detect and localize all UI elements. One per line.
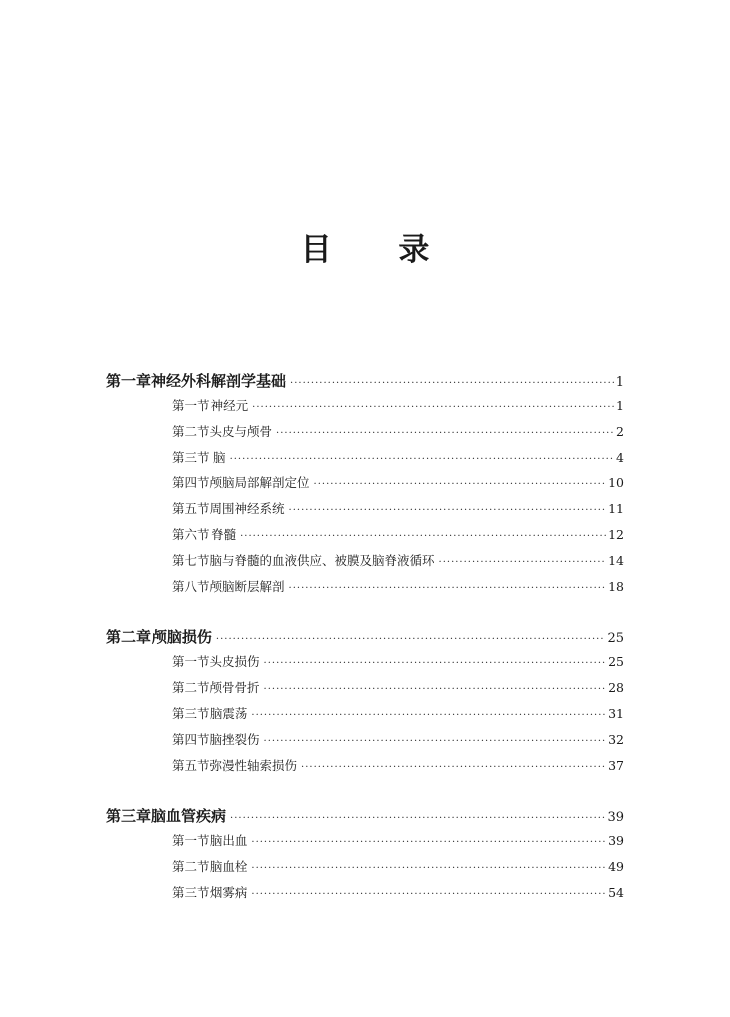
section-title: 周围神经系统	[209, 501, 285, 517]
dot-leader	[216, 634, 606, 645]
table-of-contents	[106, 370, 624, 909]
dot-leader	[264, 684, 607, 695]
section-number: 第五节	[172, 501, 210, 517]
toc-section[interactable]	[106, 704, 624, 730]
section-page-number: 12	[608, 526, 624, 542]
section-title: 弥漫性轴索损伤	[209, 757, 298, 773]
chapter-page-number: 39	[607, 810, 624, 826]
page-title: 目 录	[300, 232, 458, 268]
section-title: 脑	[213, 449, 226, 465]
section-page-number: 10	[608, 475, 624, 491]
toc-section[interactable]	[106, 756, 624, 782]
dot-leader	[251, 889, 606, 900]
chapter-number: 第二章	[106, 628, 152, 647]
dot-leader	[264, 736, 607, 747]
section-number: 第四节	[172, 731, 210, 747]
toc-section[interactable]	[106, 678, 624, 704]
toc-section[interactable]	[106, 652, 624, 678]
section-page-number: 14	[608, 552, 624, 568]
section-number: 第三节	[172, 705, 210, 721]
toc-chapter-2[interactable]	[106, 626, 624, 652]
section-number: 第四节	[172, 475, 210, 491]
toc-chapter-3[interactable]	[106, 805, 624, 831]
section-page-number: 25	[608, 654, 624, 670]
section-page-number: 18	[608, 578, 624, 594]
section-page-number: 37	[608, 757, 624, 773]
section-page-number: 11	[608, 501, 624, 517]
toc-section[interactable]	[106, 831, 624, 857]
dot-leader	[276, 428, 614, 439]
section-page-number: 31	[608, 705, 624, 721]
section-page-number: 49	[608, 859, 624, 875]
dot-leader	[314, 479, 607, 490]
section-title: 脊髓	[211, 526, 237, 542]
chapter-title: 脑血管疾病	[151, 807, 227, 826]
toc-section[interactable]	[106, 448, 624, 474]
section-title: 脑血栓	[209, 859, 248, 875]
section-page-number: 4	[616, 449, 624, 465]
toc-section[interactable]	[106, 525, 624, 551]
section-title: 颅脑局部解剖定位	[209, 475, 310, 491]
chapter-page-number: 25	[607, 631, 624, 647]
dot-leader	[240, 531, 606, 542]
chapter-title: 颅脑损伤	[151, 628, 212, 647]
dot-leader	[289, 505, 607, 516]
section-title: 神经元	[210, 398, 249, 413]
section-number: 第一节	[172, 833, 210, 849]
dot-leader	[230, 454, 614, 465]
section-page-number: 1	[616, 398, 624, 413]
section-title: 颅脑断层解剖	[209, 578, 285, 594]
section-title: 烟雾病	[209, 884, 248, 900]
dot-leader	[264, 658, 607, 669]
toc-section[interactable]	[106, 473, 624, 499]
section-number: 第三节	[172, 449, 210, 465]
section-title: 颅骨骨折	[209, 680, 260, 696]
toc-section[interactable]	[106, 551, 624, 577]
section-number: 第五节	[172, 757, 210, 773]
section-number: 第二节	[172, 423, 210, 439]
section-number: 第二节	[172, 680, 210, 696]
toc-section[interactable]	[106, 883, 624, 909]
section-page-number: 28	[608, 680, 624, 696]
section-number: 第三节	[172, 884, 210, 900]
toc-section[interactable]	[106, 499, 624, 525]
section-page-number: 2	[616, 423, 624, 439]
section-title: 头皮损伤	[209, 654, 260, 670]
chapter-page-number: 1	[615, 375, 624, 390]
section-title: 脑与脊髓的血液供应、被膜及脑脊液循环	[209, 552, 435, 568]
chapter-number: 第三章	[106, 807, 152, 826]
chapter-title: 神经外科解剖学基础	[151, 372, 287, 390]
section-number: 第八节	[172, 578, 210, 594]
section-page-number: 54	[608, 884, 624, 900]
section-page-number: 32	[608, 731, 624, 747]
chapter-number: 第一章	[106, 372, 152, 390]
section-number: 第一节	[172, 398, 210, 413]
toc-section[interactable]	[106, 422, 624, 448]
section-page-number: 39	[608, 833, 624, 849]
section-number: 第七节	[172, 552, 210, 568]
dot-leader	[290, 378, 614, 389]
section-title: 脑震荡	[209, 705, 248, 721]
section-title: 脑出血	[209, 833, 248, 849]
dot-leader	[251, 710, 606, 721]
section-number: 第六节	[172, 526, 210, 542]
dot-leader	[251, 837, 606, 848]
toc-section[interactable]	[106, 396, 624, 422]
dot-leader	[301, 762, 606, 773]
section-number: 第一节	[172, 654, 210, 670]
dot-leader	[230, 813, 605, 824]
section-title: 脑挫裂伤	[209, 731, 260, 747]
toc-chapter-1[interactable]	[106, 370, 624, 396]
dot-leader	[251, 863, 606, 874]
dot-leader	[289, 583, 607, 594]
section-number: 第二节	[172, 859, 210, 875]
dot-leader	[439, 557, 607, 568]
toc-section[interactable]	[106, 730, 624, 756]
section-title: 头皮与颅骨	[209, 423, 273, 439]
toc-section[interactable]	[106, 577, 624, 603]
dot-leader	[252, 402, 614, 413]
toc-section[interactable]	[106, 857, 624, 883]
